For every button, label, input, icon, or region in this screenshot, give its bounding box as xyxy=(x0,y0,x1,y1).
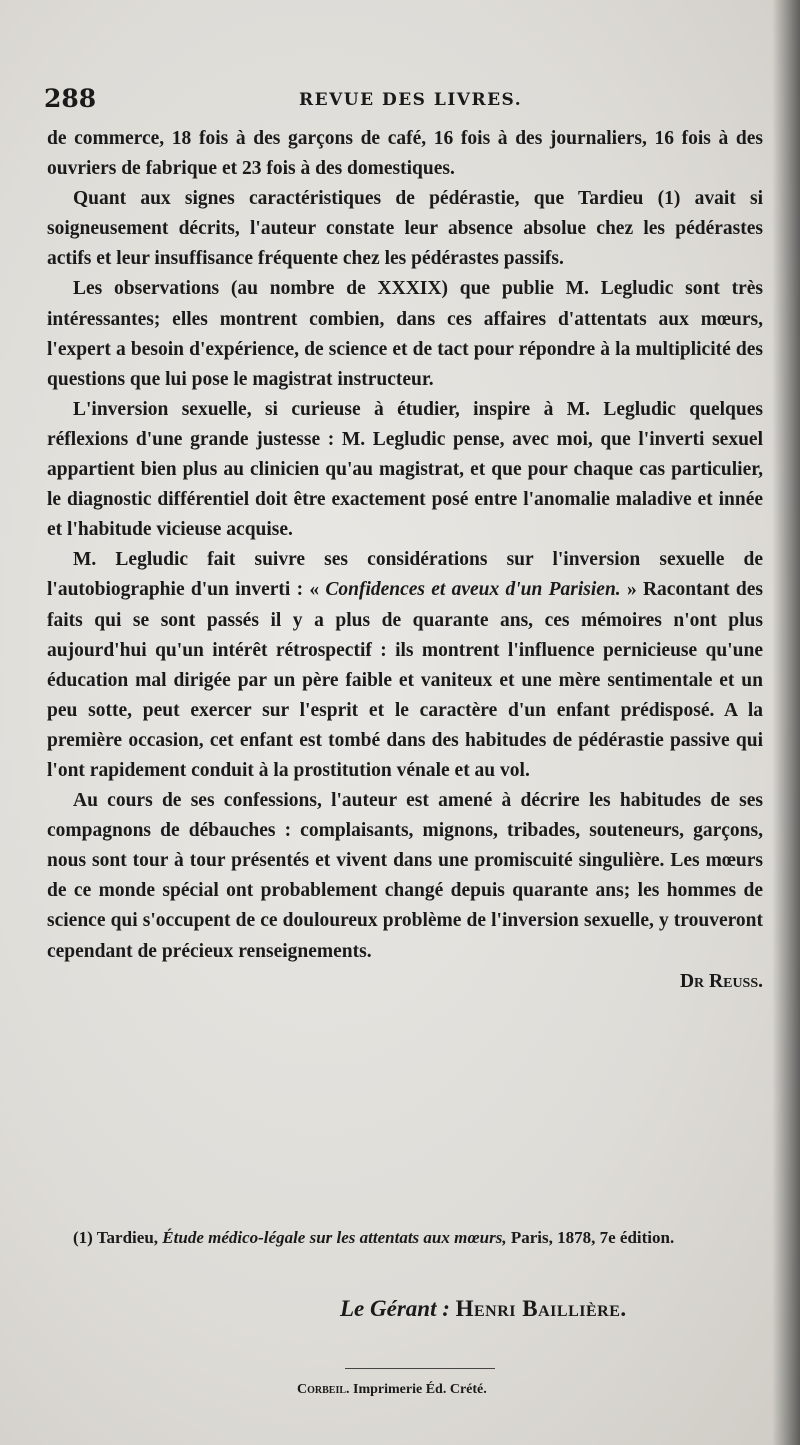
paragraph-confessions: Au cours de ses confessions, l'auteur est amené à décrire les habitudes de ses compagnons de débauches : complaisants, mignons, tribades, souteneurs, garçons, nous sont tour à tour présentés et vivent dans une promiscuité singulière. Les mœurs de ce monde spécial ont probablement changé depuis quarante ans; les hommes de science qui s'occupent de ce douloureux problème de l'inversion sexuelle, y trouveront cependant de précieux renseignements. xyxy=(47,790,763,962)
paragraph-autobiography xyxy=(47,545,763,786)
paragraph-inversion: L'inversion sexuelle, si curieuse à étudier, inspire à M. Legludic quelques réflexions d'une grande justesse : M. Legludic pense, avec moi, que l'inverti sexuel appartient bien plus au clinicien qu'au magistrat, et que pour chaque cas particulier, le diagnostic différentiel doit être exactement posé entre l'anomalie maladive et innée et l'habitude vicieuse acquise. xyxy=(47,398,763,541)
page-number: 288 xyxy=(44,84,97,113)
divider-rule xyxy=(345,1368,495,1369)
paragraph-observations: Les observations (au nombre de XXXIX) que publie M. Legludic sont très intéressantes; elles montrent combien, dans ces affaires d'attentats aux mœurs, l'expert a besoin d'expérience, de science et de tact pour répondre à la multiplicité des questions que lui pose le magistrat instructeur. xyxy=(47,278,763,390)
footnote-title: Étude médico-légale sur les attentats aux mœurs, xyxy=(162,1228,507,1247)
printer-town: Corbeil. xyxy=(297,1382,350,1397)
autobiography-text-before: M. Legludic fait suivre ses considérations sur l'inversion sexuelle de l'autobiographie d'un inverti : « xyxy=(47,549,763,601)
gerant-label: Le Gérant : xyxy=(340,1296,450,1321)
gerant-line xyxy=(340,1296,627,1322)
printer-name: Imprimerie Éd. Crété. xyxy=(353,1382,487,1397)
footnote-marker: (1) xyxy=(73,1228,93,1247)
running-head: REVUE DES LIVRES. xyxy=(299,90,523,110)
book-title: Confidences et aveux d'un Parisien. xyxy=(325,579,621,601)
article-body xyxy=(47,124,763,997)
footnote-author: Tardieu, xyxy=(96,1228,159,1247)
footnote xyxy=(47,1226,763,1250)
autobiography-text-after: » Racontant des faits qui se sont passés il y a plus de quarante ans, ces mémoires n'ont plus aujourd'hui qu'un intérêt rétrospectif : ils montrent l'influence pernicieuse qu'une éducation mal dirigée par un père faible et vaniteux et une mère sentimentale et un peu sotte, peut exercer sur l'esprit et le caractère d'un enfant prédisposé. A la première occasion, cet enfant est tombé dans des habitudes de pédérastie passive qui l'ont rapidement conduit à la prostitution vénale et au vol. xyxy=(47,579,763,781)
page-header xyxy=(44,84,760,118)
printer-imprint xyxy=(297,1382,487,1398)
paragraph-continuation: de commerce, 18 fois à des garçons de café, 16 fois à des journaliers, 16 fois à des ouvriers de fabrique et 23 fois à des domestiques. xyxy=(47,128,763,180)
signature: Dr Reuss. xyxy=(679,970,763,992)
footnote-publication: Paris, 1878, 7e édition. xyxy=(510,1228,675,1247)
gerant-name: Henri Baillière. xyxy=(455,1296,627,1321)
paragraph-tardieu: Quant aux signes caractéristiques de pédérastie, que Tardieu (1) avait si soigneusement décrits, l'auteur constate leur absence absolue chez les pédérastes actifs et leur insuffisance fréquente chez les pédérastes passifs. xyxy=(47,188,763,270)
